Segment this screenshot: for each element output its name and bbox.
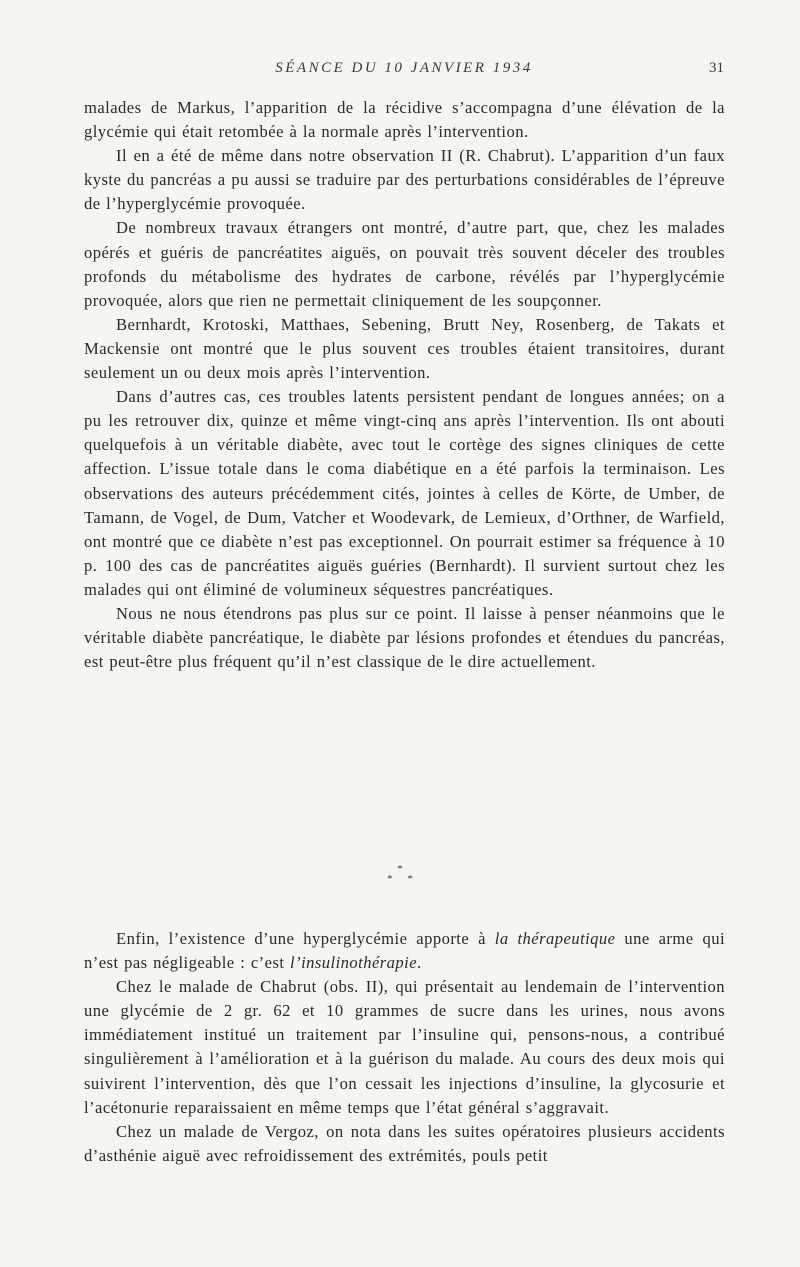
paragraph-6: Nous ne nous étendrons pas plus sur ce point. Il laisse à penser néanmoins que le véritable diabète pancréatique, le diabète par lésions profondes et étendues du pancréas, est peut-être plus fréquent qu’il n’est classique de le dire actuellement. xyxy=(84,603,725,672)
running-title: SÉANCE DU 10 JANVIER 1934 xyxy=(275,60,533,76)
paragraph-9: Chez un malade de Vergoz, on nota dans les suites opératoires plusieurs accidents d’asthénie aiguë avec refroidissement des extrémités, pouls petit xyxy=(84,1121,725,1165)
paragraph-1: malades de Markus, l’apparition de la récidive s’accompagna d’une élévation de la glycémie qui était retombée à la normale après l’intervention. xyxy=(84,98,725,142)
emphasis-insulinotherapie: l’insulinothérapie xyxy=(290,953,418,973)
paragraph-7 xyxy=(84,927,725,975)
paragraph-5: Dans d’autres cas, ces troubles latents persistent pendant de longues années; on a pu les retrouver dix, quinze et même vingt-cinq ans après l’intervention. Ils ont abouti quelquefois à un véritable diabète, avec tout le cortège des signes cliniques de cette affection. L’issue totale dans le coma diabétique en a été parfois la terminaison. Les observations des auteurs précédemment cités, jointes à celles de Körte, de Umber, de Tamann, de Vogel, de Dum, Vatcher et Woodevark, de Lemieux, d’Orthner, de Warfield, ont montré que ce diabète n’est pas exceptionnel. On pourrait estimer sa fréquence à 10 p. 100 des cas de pancréatites aiguës guéries (Bernhardt). Il survient surtout chez les malades qui ont éliminé de volumineux séquestres pancréatiques. xyxy=(84,387,725,599)
text-block-2 xyxy=(84,927,725,1168)
page-number: 31 xyxy=(709,60,724,76)
asterism-bottom: * * xyxy=(387,873,419,885)
paragraph-7-text-b: une arme qui n’est pas négligeable : c’est xyxy=(84,929,725,973)
running-head xyxy=(84,60,724,82)
paragraph-3: De nombreux travaux étrangers ont montré, d’autre part, que, chez les malades opérés et guéris de pancréatites aiguës, on pouvait très souvent déceler des troubles profonds du métabolisme des hydrates de carbone, révélés par l’hyperglycémie provoquée, alors que rien ne permettait cliniquement de les soupçonner. xyxy=(84,218,725,310)
paragraph-7-text-a: Enfin, l’existence d’une hyperglycémie apporte à xyxy=(116,929,495,948)
text-block-1 xyxy=(84,96,725,674)
section-separator xyxy=(370,864,430,884)
emphasis-therapeutique: la thérapeutique xyxy=(494,929,616,948)
paragraph-7-text-c: . xyxy=(417,953,422,973)
paragraph-4: Bernhardt, Krotoski, Matthaes, Sebening, Brutt Ney, Rosenberg, de Takats et Mackensie ont montré que le plus souvent ces troubles étaient transitoires, durant seulement un ou deux mois après l’intervention. xyxy=(84,314,725,383)
paragraph-2: Il en a été de même dans notre observation II (R. Chabrut). L’apparition d’un faux kyste du pancréas a pu aussi se traduire par des perturbations considérables de l’épreuve de l’hyperglycémie provoquée. xyxy=(84,146,725,214)
paragraph-8: Chez le malade de Chabrut (obs. II), qui présentait au lendemain de l’intervention une glycémie de 2 gr. 62 et 10 grammes de sucre dans les urines, nous avons immédiatement institué un traitement par l’insuline qui, pensons-nous, a contribué singulièrement à l’amélioration et à la guérison du malade. Au cours des deux mois qui suivirent l’intervention, dès que l’on cessait les injections d’insuline, la glycosurie et l’acétonurie reparaissaient en même temps que l’état général s’aggravait. xyxy=(84,977,725,1117)
asterism-top: * xyxy=(397,863,403,875)
